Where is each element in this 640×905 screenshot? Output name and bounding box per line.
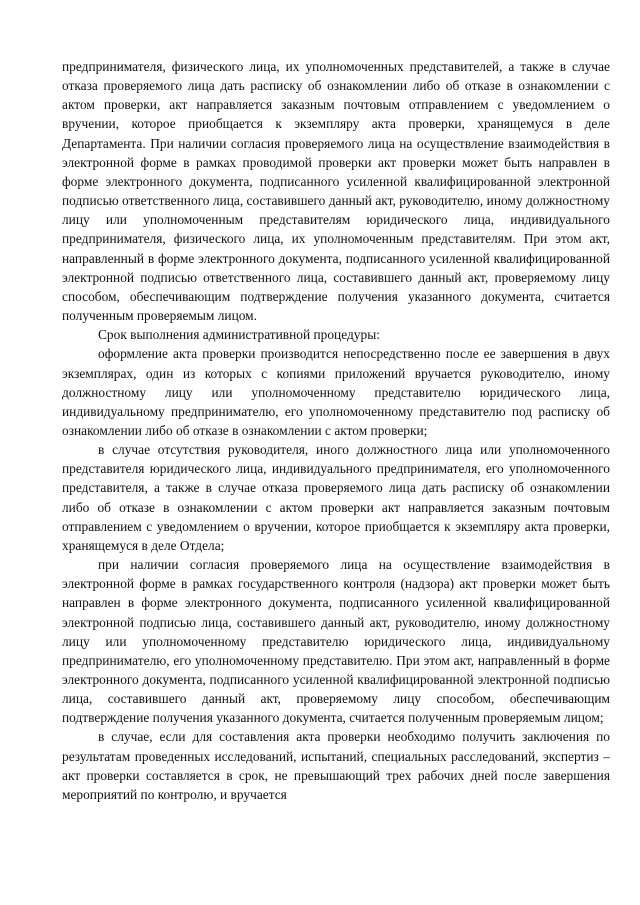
document-page — [62, 57, 610, 804]
paragraph-act-preparation: оформление акта проверки производится непосредственно после ее завершения в двух экземплярах, один из которых с копиями приложений вручается руководителю, иному должностному лицу или уполномоченному представителю юридического лица, индивидуальному предпринимателю, его уполномоченному представителю под расписку об ознакомлении либо об отказе в ознакомлении с актом проверки; — [62, 346, 610, 438]
paragraph-expertise-case: в случае, если для составления акта проверки необходимо получить заключения по результатам проведенных исследований, испытаний, специальных расследований, экспертиз – акт проверки составляется в срок, не превышающий трех рабочих дней после завершения мероприятий по контролю, и вручается — [62, 729, 610, 802]
paragraph-procedure-term-heading: Срок выполнения административной процедуры: — [98, 327, 380, 343]
paragraph-absence-case: в случае отсутствия руководителя, иного должностного лица или уполномоченного представителя юридического лица, индивидуального предпринимателя, его уполномоченного представителя, а также в случае отказа проверяемого лица дать расписку об ознакомлении либо об отказе в ознакомлении с актом проверки акт направляется заказным почтовым отправлением с уведомлением о вручении, которое приобщается к экземпляру акта проверки, хранящемуся в деле Отдела; — [62, 442, 610, 553]
paragraph-continuation: предпринимателя, физического лица, их уполномоченных представителей, а также в случае отказа проверяемого лица дать расписку об ознакомлении либо об отказе в ознакомлении с актом проверки, акт направляется заказным почтовым отправлением с уведомлением о вручении, которое приобщается к экземпляру акта проверки, хранящемуся в деле Департамента. При наличии согласия проверяемого лица на осуществление взаимодействия в электронной форме в рамках проводимой проверки акт проверки может быть направлен в форме электронного документа, подписанного усиленной квалифицированной электронной подписью ответственного лица, составившего данный акт, руководителю, иному должностному лицу или уполномоченным представителям юридического лица, индивидуального предпринимателя, физического лица, их уполномоченным представителям. При этом акт, направленный в форме электронного документа, подписанного усиленной квалифицированной электронной подписью ответственного лица, составившего данный акт, проверяемому лицу способом, обеспечивающим подтверждение получения указанного документа, считается полученным проверяемым лицом. — [62, 59, 610, 324]
paragraph-electronic-form: при наличии согласия проверяемого лица на осуществление взаимодействия в электронной форме в рамках государственного контроля (надзора) акт проверки может быть направлен в форме электронного документа, подписанного усиленной квалифицированной электронной подписью лица, составившего данный акт, руководителю, иному должностному лицу или уполномоченному представителю юридического лица, индивидуальному предпринимателю, его уполномоченному представителю. При этом акт, направленный в форме электронного документа, подписанного усиленной квалифицированной электронной подписью лица, составившего данный акт, проверяемому лицу способом, обеспечивающим подтверждение получения указанного документа, считается полученным проверяемым лицом; — [62, 557, 610, 726]
